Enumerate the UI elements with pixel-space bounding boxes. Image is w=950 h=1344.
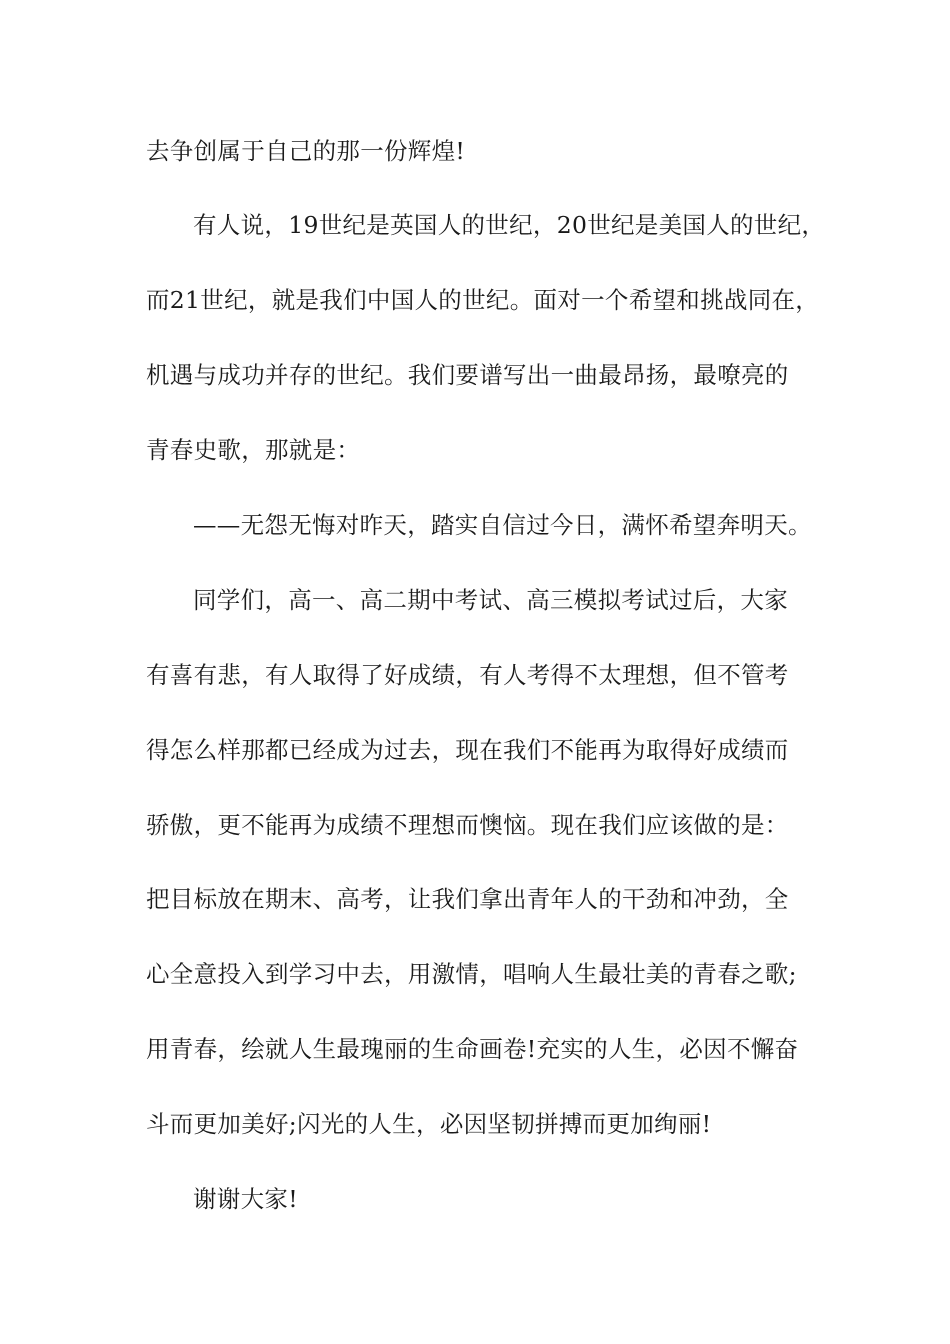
text-line-3: 而21世纪，就是我们中国人的世纪。面对一个希望和挑战同在， (146, 286, 820, 314)
text-line-8: 有喜有悲，有人取得了好成绩，有人考得不太理想，但不管考 (146, 661, 789, 689)
text-line-15: 谢谢大家! (193, 1185, 298, 1213)
text-line-11: 把目标放在期末、高考，让我们拿出青年人的干劲和冲劲，全 (146, 885, 789, 913)
text-line-2: 有人说，19世纪是英国人的世纪，20世纪是美国人的世纪， (193, 211, 826, 239)
text-line-12: 心全意投入到学习中去，用激情，唱响人生最壮美的青春之歌; (146, 960, 797, 988)
text-line-9: 得怎么样那都已经成为过去，现在我们不能再为取得好成绩而 (146, 736, 789, 764)
text-line-13: 用青春，绘就人生最瑰丽的生命画卷!充实的人生，必因不懈奋 (146, 1035, 799, 1063)
text-line-6: ——无怨无悔对昨天，踏实自信过今日，满怀希望奔明天。 (193, 511, 812, 539)
text-line-4: 机遇与成功并存的世纪。我们要谱写出一曲最昂扬，最嘹亮的 (146, 361, 789, 389)
text-line-1: 去争创属于自己的那一份辉煌! (146, 137, 466, 165)
text-line-14: 斗而更加美好;闪光的人生，必因坚韧拼搏而更加绚丽! (146, 1110, 712, 1138)
text-line-10: 骄傲，更不能再为成绩不理想而懊恼。现在我们应该做的是： (146, 811, 789, 839)
text-line-7: 同学们，高一、高二期中考试、高三模拟考试过后，大家 (193, 586, 788, 614)
text-line-5: 青春史歌，那就是： (146, 436, 361, 464)
